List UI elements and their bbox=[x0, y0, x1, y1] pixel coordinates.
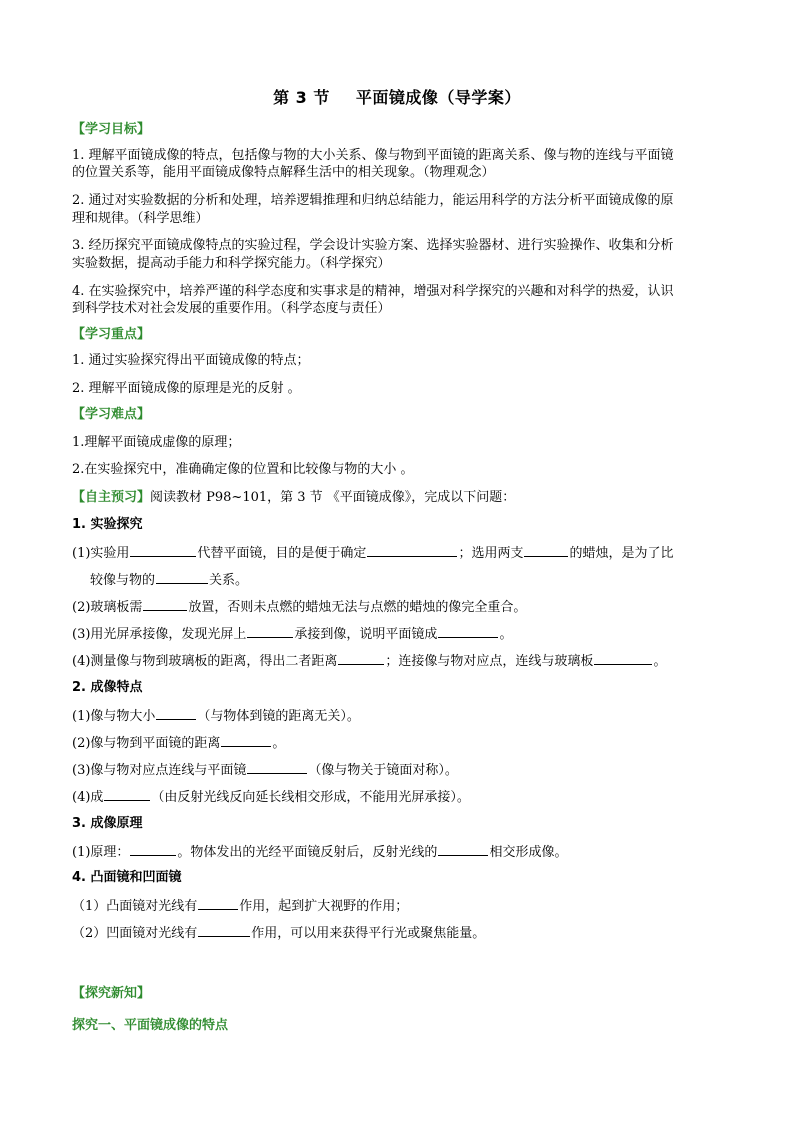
fill-blank[interactable] bbox=[524, 543, 568, 557]
s1-question-1 bbox=[72, 543, 732, 563]
fill-blank[interactable] bbox=[221, 733, 271, 747]
s2-q3-text-a: (3)像与物对应点连线与平面镜 bbox=[72, 763, 247, 778]
s1-q1-text-c: ；选用两支 bbox=[458, 546, 524, 561]
s1-q2-text-b: 放置，否则未点燃的蜡烛无法与点燃的蜡烛的像完全重合。 bbox=[188, 600, 527, 615]
s1-question-4 bbox=[72, 651, 732, 671]
s1-question-2 bbox=[72, 597, 732, 617]
explore-heading: 【探究新知】 bbox=[72, 986, 151, 1001]
s4-q2-text-a: （2）凹面镜对光线有 bbox=[72, 926, 198, 941]
fill-blank[interactable] bbox=[247, 760, 307, 774]
difficulty-2: 2.在实验探究中，准确确定像的位置和比较像与物的大小 。 bbox=[72, 462, 414, 477]
key-points-heading: 【学习重点】 bbox=[72, 327, 151, 342]
s1-question-3 bbox=[72, 624, 732, 644]
s4-question-1 bbox=[72, 896, 732, 916]
s2-q3-text-b: （像与物关于镜面对称）。 bbox=[308, 763, 458, 778]
s4-q1-text-a: （1）凸面镜对光线有 bbox=[72, 899, 198, 914]
objective-2-line-2: 理和规律。（科学思维） bbox=[72, 211, 209, 226]
objective-4-line-1: 4. 在实验探究中，培养严谨的科学态度和实事求是的精神，增强对科学探究的兴趣和对科学的热爱，认识 bbox=[72, 284, 674, 299]
s1-q1-text-a: (1)实验用 bbox=[72, 546, 130, 561]
objective-3-line-2: 实验数据，提高动手能力和科学探究能力。（科学探究） bbox=[72, 256, 391, 271]
s2-question-1 bbox=[72, 706, 732, 726]
s1-q4-text-c: 。 bbox=[653, 654, 667, 669]
s3-q1-text-a: (1)原理： bbox=[72, 845, 130, 860]
s1-q4-text-a: (4)测量像与物到玻璃板的距离，得出二者距离 bbox=[72, 654, 338, 669]
explore-subheading-1: 探究一、平面镜成像的特点 bbox=[72, 1018, 229, 1033]
section-2-heading: 2. 成像特点 bbox=[72, 680, 143, 695]
preview-row bbox=[72, 489, 732, 507]
s1-q1-text-f: 关系。 bbox=[209, 573, 249, 588]
fill-blank[interactable] bbox=[156, 706, 196, 720]
fill-blank[interactable] bbox=[367, 543, 457, 557]
fill-blank[interactable] bbox=[143, 597, 187, 611]
fill-blank[interactable] bbox=[438, 842, 488, 856]
objective-3-line-1: 3. 经历探究平面镜成像特点的实验过程，学会设计实验方案、选择实验器材、进行实验操作、收集和分析 bbox=[72, 238, 674, 253]
s4-question-2 bbox=[72, 923, 732, 943]
fill-blank[interactable] bbox=[198, 896, 238, 910]
objective-2-line-1: 2. 通过对实验数据的分析和处理，培养逻辑推理和归纳总结能力，能运用科学的方法分析平面镜成像的原 bbox=[72, 193, 674, 208]
fill-blank[interactable] bbox=[104, 787, 150, 801]
objective-1-line-1: 1. 理解平面镜成像的特点，包括像与物的大小关系、像与物到平面镜的距离关系、像与物的连线与平面镜 bbox=[72, 148, 674, 163]
difficulties-heading: 【学习难点】 bbox=[72, 407, 151, 422]
s1-q1-text-e: 较像与物的 bbox=[90, 573, 156, 588]
objective-4-line-2: 到科学技术对社会发展的重要作用。（科学态度与责任） bbox=[72, 301, 391, 316]
difficulty-1: 1.理解平面镜成虚像的原理； bbox=[72, 435, 241, 450]
s1-q2-text-a: (2)玻璃板需 bbox=[72, 600, 143, 615]
s2-q2-text-b: 。 bbox=[272, 736, 286, 751]
fill-blank[interactable] bbox=[130, 543, 196, 557]
s1-q3-text-a: (3)用光屏承接像，发现光屏上 bbox=[72, 627, 247, 642]
s2-q1-text-a: (1)像与物大小 bbox=[72, 709, 156, 724]
preview-heading: 【自主预习】 bbox=[72, 490, 151, 505]
s2-q2-text-a: (2)像与物到平面镜的距离 bbox=[72, 736, 221, 751]
s4-q2-text-b: 作用，可以用来获得平行光或聚焦能量。 bbox=[251, 926, 486, 941]
s1-question-1-cont bbox=[90, 570, 750, 590]
s1-q1-text-d: 的蜡烛，是为了比 bbox=[569, 546, 674, 561]
s2-question-4 bbox=[72, 787, 732, 807]
page-title bbox=[0, 85, 794, 108]
objectives-heading: 【学习目标】 bbox=[72, 122, 151, 137]
fill-blank[interactable] bbox=[594, 651, 652, 665]
s2-question-2 bbox=[72, 733, 732, 753]
fill-blank[interactable] bbox=[130, 842, 176, 856]
preview-instruction: 阅读教材 P98~101，第 3 节 《平面镜成像》，完成以下问题： bbox=[150, 490, 516, 505]
section-1-heading: 1. 实验探究 bbox=[72, 517, 143, 532]
s4-q1-text-b: 作用，起到扩大视野的作用； bbox=[239, 899, 409, 914]
fill-blank[interactable] bbox=[156, 570, 208, 584]
section-3-heading: 3. 成像原理 bbox=[72, 816, 143, 831]
s1-q3-text-c: 。 bbox=[499, 627, 513, 642]
s2-question-3 bbox=[72, 760, 732, 780]
s1-q4-text-b: ；连接像与物对应点，连线与玻璃板 bbox=[385, 654, 594, 669]
title-section-number: 第 3 节 bbox=[273, 88, 330, 107]
s2-q1-text-b: （与物体到镜的距离无关）。 bbox=[197, 709, 360, 724]
section-4-heading: 4. 凸面镜和凹面镜 bbox=[72, 870, 182, 885]
fill-blank[interactable] bbox=[247, 624, 293, 638]
s2-q4-text-b: （由反射光线反向延长线相交形成，不能用光屏承接）。 bbox=[151, 790, 470, 805]
s3-q1-text-c: 相交形成像。 bbox=[489, 845, 568, 860]
objective-1-line-2: 的位置关系等，能用平面镜成像特点解释生活中的相关现象。（物理观念） bbox=[72, 165, 495, 180]
fill-blank[interactable] bbox=[198, 923, 250, 937]
fill-blank[interactable] bbox=[438, 624, 498, 638]
s3-q1-text-b: 。物体发出的光经平面镜反射后，反射光线的 bbox=[177, 845, 438, 860]
key-point-2: 2. 理解平面镜成像的原理是光的反射 。 bbox=[72, 381, 301, 396]
s3-question-1 bbox=[72, 842, 732, 862]
s2-q4-text-a: (4)成 bbox=[72, 790, 104, 805]
s1-q3-text-b: 承接到像，说明平面镜成 bbox=[294, 627, 438, 642]
title-topic: 平面镜成像（导学案） bbox=[355, 88, 521, 107]
fill-blank[interactable] bbox=[338, 651, 384, 665]
key-point-1: 1. 通过实验探究得出平面镜成像的特点； bbox=[72, 353, 310, 368]
s1-q1-text-b: 代替平面镜，目的是便于确定 bbox=[197, 546, 367, 561]
